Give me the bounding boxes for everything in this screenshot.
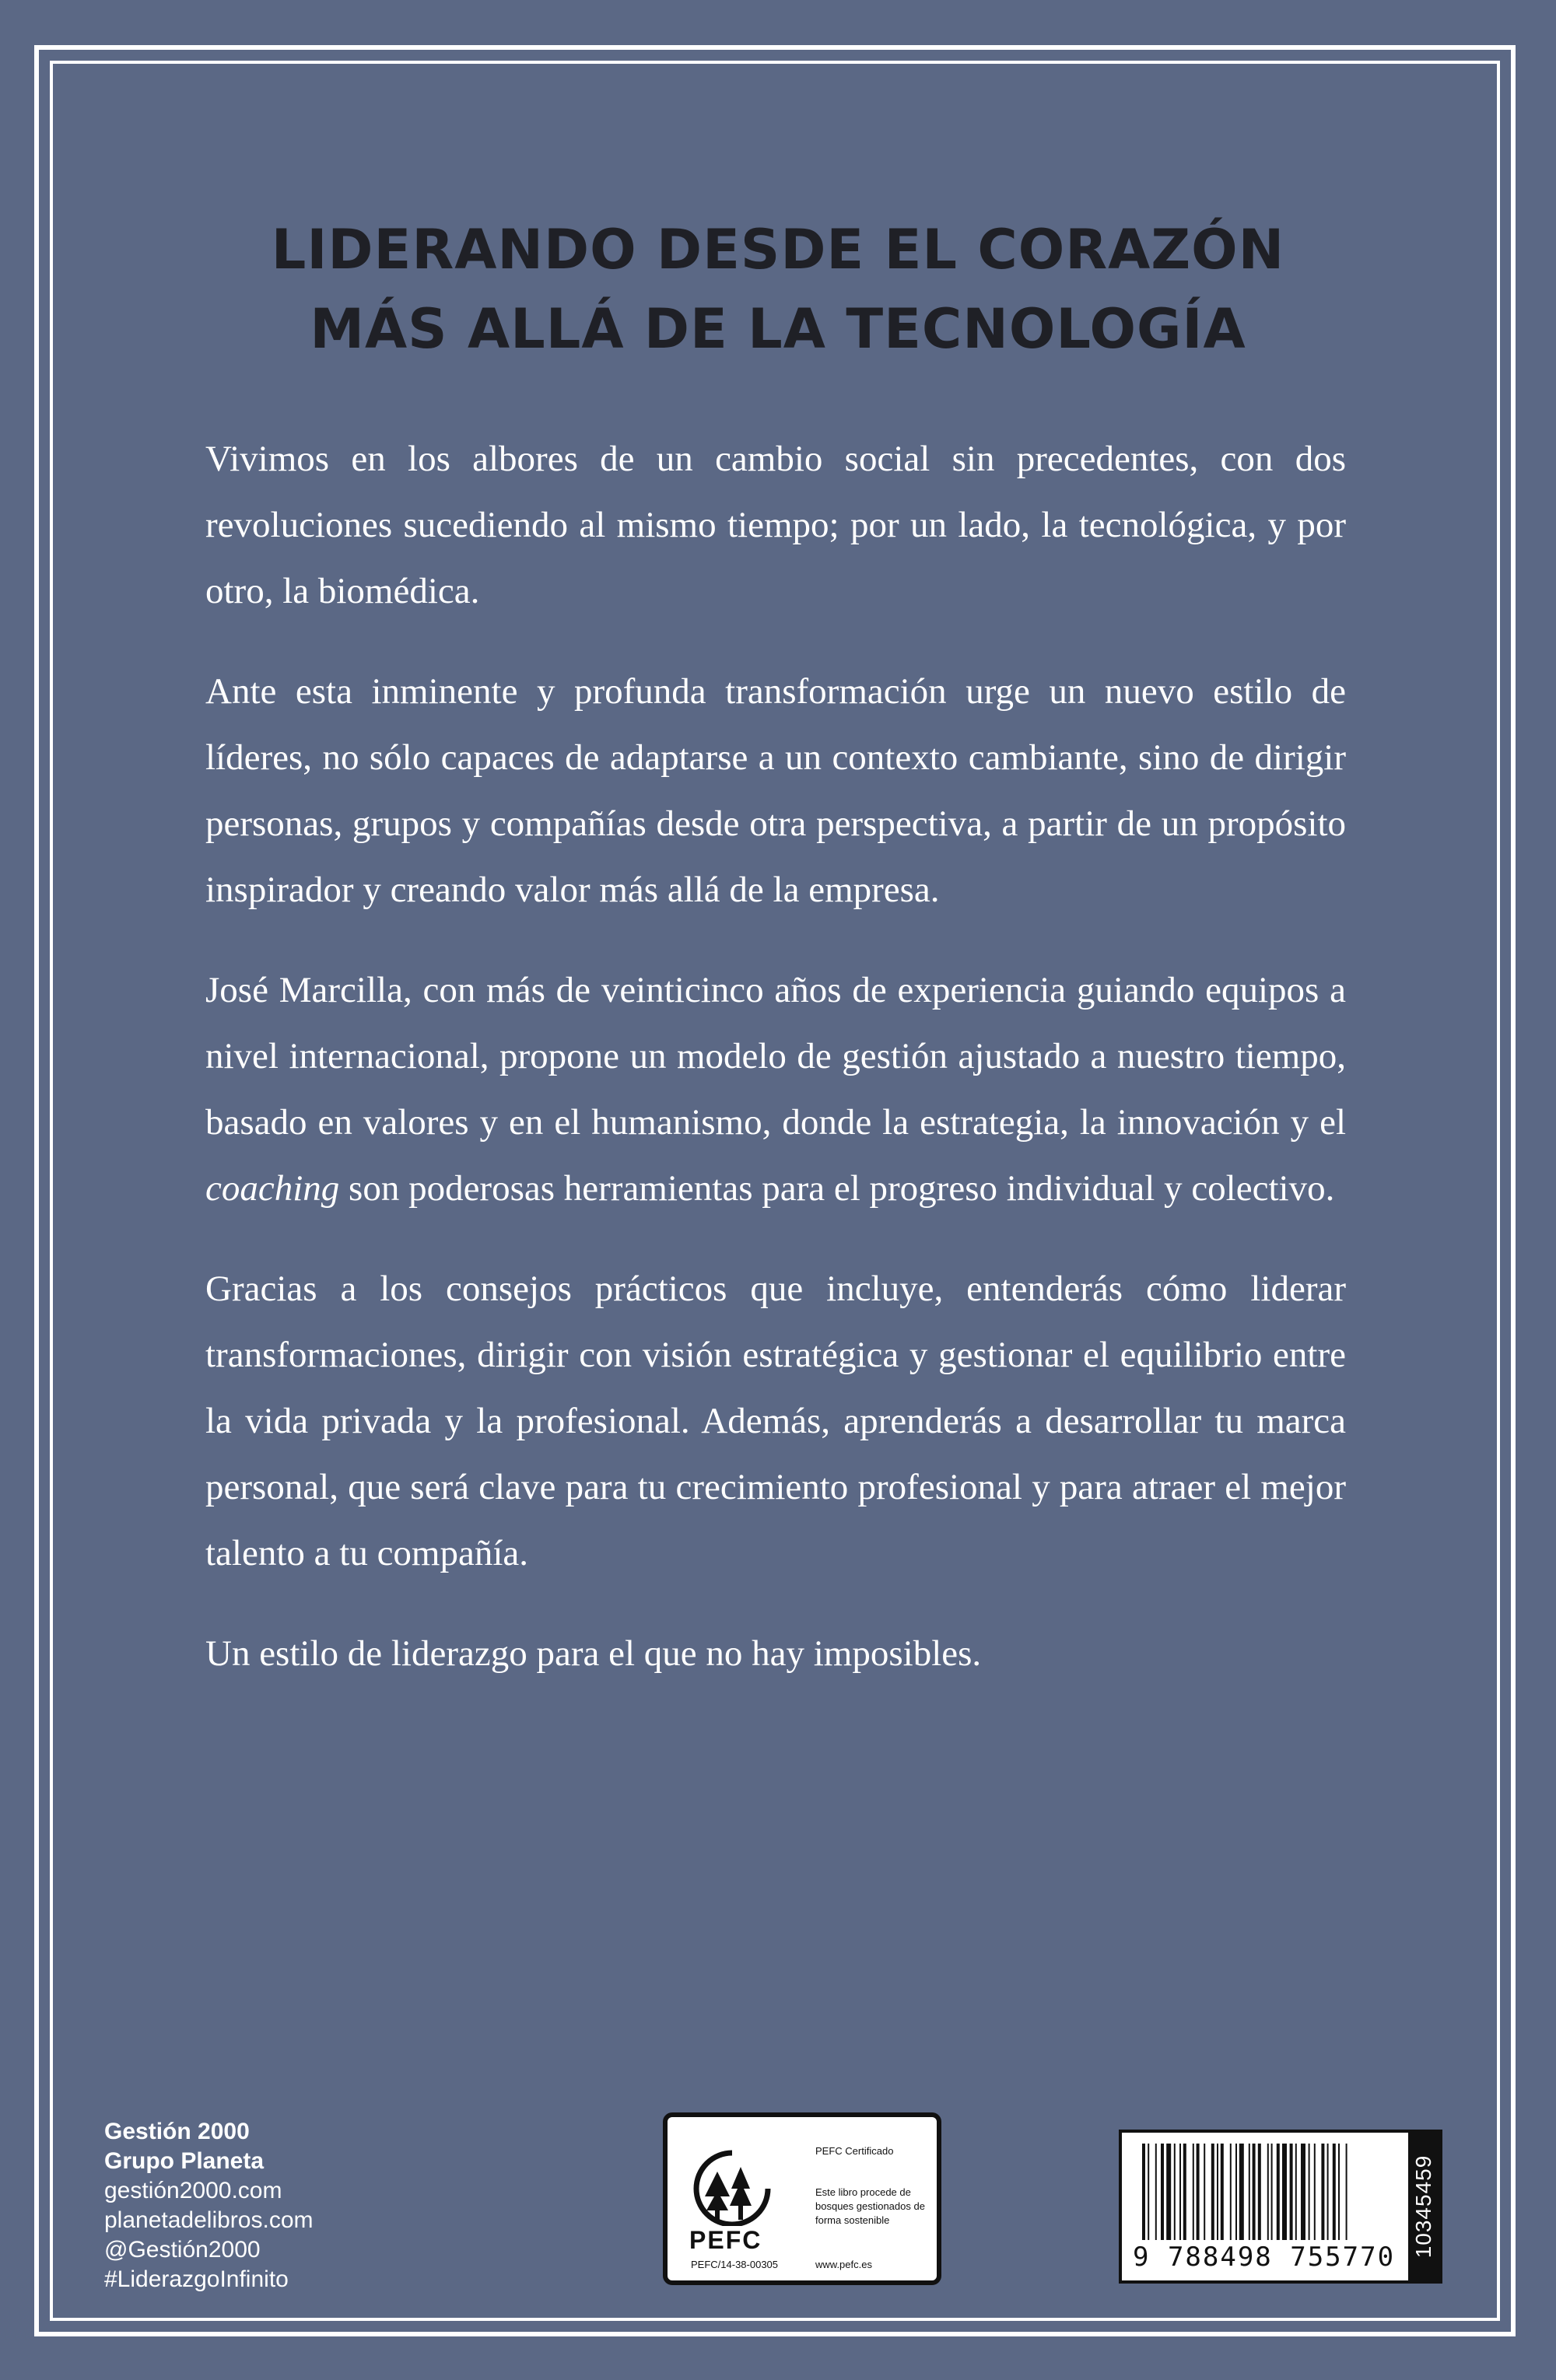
- barcode-bar: [1148, 2144, 1149, 2240]
- barcode-bar: [1166, 2144, 1171, 2240]
- paragraph-5: Un estilo de liderazgo para el que no hay imposibles.: [205, 1633, 982, 1674]
- publisher-group: Grupo Planeta: [104, 2148, 265, 2174]
- isbn-barcode: [1119, 2130, 1442, 2284]
- publisher-site-2: planetadelibros.com: [104, 2207, 314, 2233]
- barcode-bar: [1197, 2144, 1200, 2240]
- paragraph-3-end: son poderosas herramientas para el progreso individual y colectivo.: [339, 1168, 1335, 1209]
- title-line-2: MÁS ALLÁ DE LA TECNOLOGÍA: [310, 297, 1246, 361]
- barcode-bar: [1211, 2144, 1214, 2240]
- blurb-text: [205, 426, 1346, 1721]
- paragraph-3-italic: coaching: [205, 1168, 340, 1209]
- barcode-bar: [1253, 2144, 1256, 2240]
- pefc-certified: PEFC Certificado: [815, 2145, 894, 2157]
- barcode-bar: [1346, 2144, 1347, 2240]
- barcode-bar: [1183, 2144, 1186, 2240]
- publisher-hashtag: #LiderazgoInfinito: [104, 2266, 289, 2292]
- barcode-bars: [1142, 2144, 1399, 2240]
- barcode-bar: [1333, 2144, 1336, 2240]
- book-title: [0, 210, 1556, 369]
- pefc-tree-icon: [689, 2148, 775, 2226]
- barcode-bar: [1301, 2144, 1305, 2240]
- barcode-bar: [1204, 2144, 1205, 2240]
- publisher-imprint: [104, 2117, 314, 2294]
- barcode-bar: [1221, 2144, 1224, 2240]
- barcode-side-code: 10345459: [1411, 2154, 1435, 2259]
- barcode-bar: [1314, 2144, 1316, 2240]
- isbn-digits: 9 788498 755770: [1133, 2242, 1396, 2273]
- barcode-bar: [1179, 2144, 1181, 2240]
- paragraph-3: [205, 957, 1346, 1222]
- barcode-bar: [1290, 2144, 1293, 2240]
- barcode-bar: [1282, 2144, 1287, 2240]
- barcode-bar: [1239, 2144, 1244, 2240]
- barcode-bar: [1142, 2144, 1145, 2240]
- paragraph-1: Vivimos en los albores de un cambio social sin precedentes, con dos revoluciones sucediendo al mismo tiempo; por un lado, la tecnológica, y por otro, la biomédica.: [205, 439, 1346, 611]
- paragraph-3-start: José Marcilla, con más de veinticinco años de experiencia guiando equipos a nivel internacional, propone un modelo de gestión ajustado a nuestro tiempo, basado en valores y en el humanismo, donde la estrategia, la innovación y el: [205, 970, 1346, 1143]
- barcode-side-strip: [1408, 2133, 1439, 2280]
- pefc-code: PEFC/14-38-00305: [691, 2259, 779, 2270]
- publisher-handle: @Gestión2000: [104, 2237, 261, 2263]
- barcode-bar: [1271, 2144, 1273, 2240]
- publisher-name: Gestión 2000: [104, 2119, 250, 2144]
- barcode-bar: [1327, 2144, 1329, 2240]
- pefc-wordmark: PEFC: [689, 2226, 762, 2254]
- barcode-bar: [1217, 2144, 1218, 2240]
- barcode-bar: [1155, 2144, 1157, 2240]
- barcode-bar: [1338, 2144, 1340, 2240]
- pefc-certification-label: [663, 2112, 941, 2285]
- barcode-bar: [1235, 2144, 1237, 2240]
- barcode-bar: [1193, 2144, 1194, 2240]
- barcode-bar: [1309, 2144, 1310, 2240]
- title-line-1: LIDERANDO DESDE EL CORAZÓN: [271, 218, 1285, 282]
- barcode-bar: [1161, 2144, 1164, 2240]
- barcode-bar: [1249, 2144, 1250, 2240]
- barcode-bar: [1295, 2144, 1297, 2240]
- publisher-site-1: gestión2000.com: [104, 2178, 282, 2203]
- barcode-bar: [1174, 2144, 1176, 2240]
- barcode-bar: [1267, 2144, 1269, 2240]
- barcode-bar: [1321, 2144, 1324, 2240]
- barcode-bar: [1230, 2144, 1232, 2240]
- paragraph-4: Gracias a los consejos prácticos que incluye, entenderás cómo liderar transformaciones, dirigir con visión estratégica y gestionar el equilibrio entre la vida privada y la profesional. Además, aprenderás a desarrollar tu marca personal, que será clave para tu crecimiento profesional y para atraer el mejor talento a tu compañía.: [205, 1269, 1346, 1573]
- pefc-url: www.pefc.es: [815, 2259, 872, 2270]
- barcode-bar: [1277, 2144, 1280, 2240]
- paragraph-2: Ante esta inminente y profunda transformación urge un nuevo estilo de líderes, no sólo capaces de adaptarse a un contexto cambiante, sino de dirigir personas, grupos y compañías desde otra perspectiva, a partir de un propósito inspirador y creando valor más allá de la empresa.: [205, 671, 1346, 910]
- pefc-description: Este libro procede de bosques gestionados de forma sostenible: [815, 2186, 925, 2226]
- barcode-bar: [1258, 2144, 1261, 2240]
